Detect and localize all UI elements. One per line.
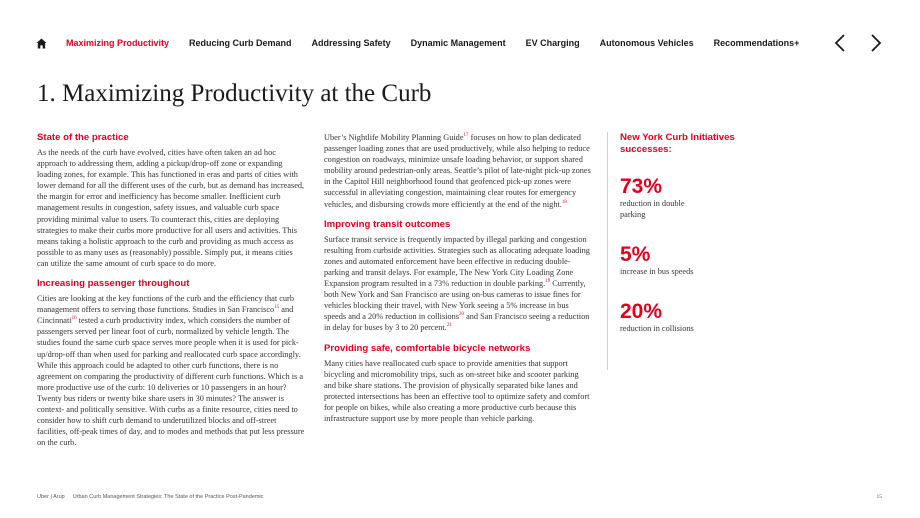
stat-label: reduction in double parking bbox=[620, 199, 685, 219]
nav-item-addressing-safety[interactable]: Addressing Safety bbox=[311, 38, 391, 48]
passenger-throughput-heading: Increasing passenger throughout bbox=[37, 278, 190, 290]
bicycle-networks-body: Many cities have reallocated curb space to provide amenities that support bicycling and micromobility trips, such as on-street bike and scooter parking and bike share stations. The provision of physically separated bike lanes and protected intersections has been an effective tool to optimize safety and comfort for people on bikes, while also creating a more productive curb because this infrastructure support use by more people than vehicle parking. bbox=[324, 358, 590, 423]
nav-item-ev-charging[interactable]: EV Charging bbox=[525, 38, 580, 48]
footnote-ref[interactable]: 17 bbox=[463, 133, 469, 139]
text-run: Surface transit service is frequently impacted by illegal parking and congestion resulting from curbside activities. Strategies such as allocating adequate loading zones and automated enforcement have been effective in reducing double-parking and transit delays. For example, The New York City Loading Zone Expansion program resulted in a 73% reduction in double parking. bbox=[324, 234, 590, 289]
footnote-ref[interactable]: 20 bbox=[459, 312, 465, 318]
stats-sidebar bbox=[620, 132, 760, 358]
nav-item-dynamic-management[interactable]: Dynamic Management bbox=[410, 38, 506, 48]
chevron-left-icon[interactable] bbox=[830, 32, 850, 54]
page-title: 1. Maximizing Productivity at the Curb bbox=[37, 80, 432, 107]
text-run: Uber’s Nightlife Mobility Planning Guide bbox=[324, 133, 464, 142]
text-run: Currently, both New York and San Francisco are using on-bus cameras to issue fines for vehicles blocking their travel, with New York seeing a 5% increase in bus speeds and a 20% reduction in collisions bbox=[324, 279, 586, 322]
footnote-ref[interactable]: 21 bbox=[446, 323, 452, 329]
stat-item bbox=[620, 176, 760, 220]
footer-document-title: Urban Curb Management Strategies: The State of the Practice Post-Pandemic bbox=[72, 494, 264, 500]
footnote-ref[interactable]: 15 bbox=[274, 305, 280, 311]
stat-item bbox=[620, 301, 760, 334]
home-icon[interactable] bbox=[36, 36, 50, 50]
stats-title: New York Curb Initiatives successes: bbox=[620, 132, 735, 155]
nav-item-autonomous-vehicles[interactable]: Autonomous Vehicles bbox=[599, 38, 694, 48]
text-run: Cities are looking at the key functions of the curb and the efficiency that curb management offers to serving those functions. Studies in San Francisco bbox=[37, 294, 294, 315]
text-run: focuses on how to plan dedicated passenger loading zones that are used productively, while also helping to reduce congestion on roadways, minimize unsafe loading behavior, or support shared mobility around pedestrian-only areas. Seattle’s pilot of late-night pick-up zones in the Capitol Hill neighborhood found that geofenced pick-up zones were successful in alleviating congestion, maintaining clear routes for emergency vehicles, and disbursing crowds more efficiently at the end of the night. bbox=[324, 133, 591, 209]
stat-label: reduction in collisions bbox=[620, 324, 694, 333]
footnote-ref[interactable]: 19 bbox=[545, 279, 551, 285]
footer-org: Uber | Arup bbox=[37, 494, 65, 500]
column-2 bbox=[324, 132, 592, 433]
bicycle-networks-heading: Providing safe, comfortable bicycle networks bbox=[324, 342, 531, 354]
stat-value: 20% bbox=[620, 300, 663, 323]
chevron-right-icon[interactable] bbox=[866, 32, 886, 54]
nav-item-recommendations[interactable]: Recommendations+ bbox=[713, 38, 800, 48]
stat-value: 5% bbox=[620, 243, 651, 266]
nav-item-maximizing-productivity[interactable]: Maximizing Productivity bbox=[66, 38, 170, 48]
passenger-throughput-body bbox=[37, 293, 305, 448]
text-run: and Cincinnati bbox=[37, 305, 294, 326]
footnote-ref[interactable]: 18 bbox=[561, 199, 567, 205]
nav-item-reducing-curb-demand[interactable]: Reducing Curb Demand bbox=[189, 38, 292, 48]
sidebar-divider bbox=[607, 132, 608, 370]
stat-item bbox=[620, 244, 760, 277]
transit-outcomes-heading: Improving transit outcomes bbox=[324, 218, 451, 230]
nightlife-guide-body bbox=[324, 132, 592, 210]
top-navigation bbox=[36, 32, 886, 54]
text-run: tested a curb productivity index, which considers the number of passengers served per linear foot of curb, normalized by vehicle length. The studies found the same curb space serves more people when it is used for pick-up/drop-off than when used for parking and reallocated curb space accordingly. While this approach could be adapted to other curb functions, there is no agreement on comparing the productivity of different curb functions. Which is a more productive use of the curb: 10 deliveries or 10 passengers in an hour? Twenty bus riders or twenty bike share users in 30 minutes? The answer is context- and politically sensitive. With curbs as a finite resource, cities need to consider how to shift curb demand to underutilized blocks and off-street facilities, off-peak times of day, and to modes and methods that put less pressure on the curb. bbox=[37, 316, 305, 448]
footer bbox=[37, 494, 263, 500]
transit-outcomes-body bbox=[324, 234, 592, 334]
stat-label: increase in bus speeds bbox=[620, 267, 694, 276]
page-number: 15 bbox=[876, 494, 882, 500]
stat-value: 73% bbox=[620, 175, 663, 198]
state-of-practice-heading: State of the practice bbox=[37, 132, 129, 143]
text-run: and San Francisco seeing a reduction in delay for buses by 3 to 20 percent. bbox=[324, 312, 590, 333]
column-1 bbox=[37, 132, 305, 457]
footnote-ref[interactable]: 16 bbox=[71, 316, 77, 322]
state-of-practice-body: As the needs of the curb have evolved, cities have often taken an ad hoc approach to addressing them, adding a pickup/drop-off zone or expanding loading zones, for example. This has functioned in eras and parts of cities with lower demand for all the different uses of the curb, but as demand has increased, the margin for error and inefficiency has become smaller. Inefficient curb management results in congestion, safety issues, and valuable curb space providing minimal value to users. To counteract this, cities are deploying strategies to make their curbs more productive for all users and activities. This means taking a holistic approach to the curb and providing as much access as possible to as many uses as (reasonably) possible. Simply put, it means cities can utilize the same amount of curb space to do more. bbox=[37, 148, 305, 268]
page-arrows bbox=[830, 32, 886, 54]
